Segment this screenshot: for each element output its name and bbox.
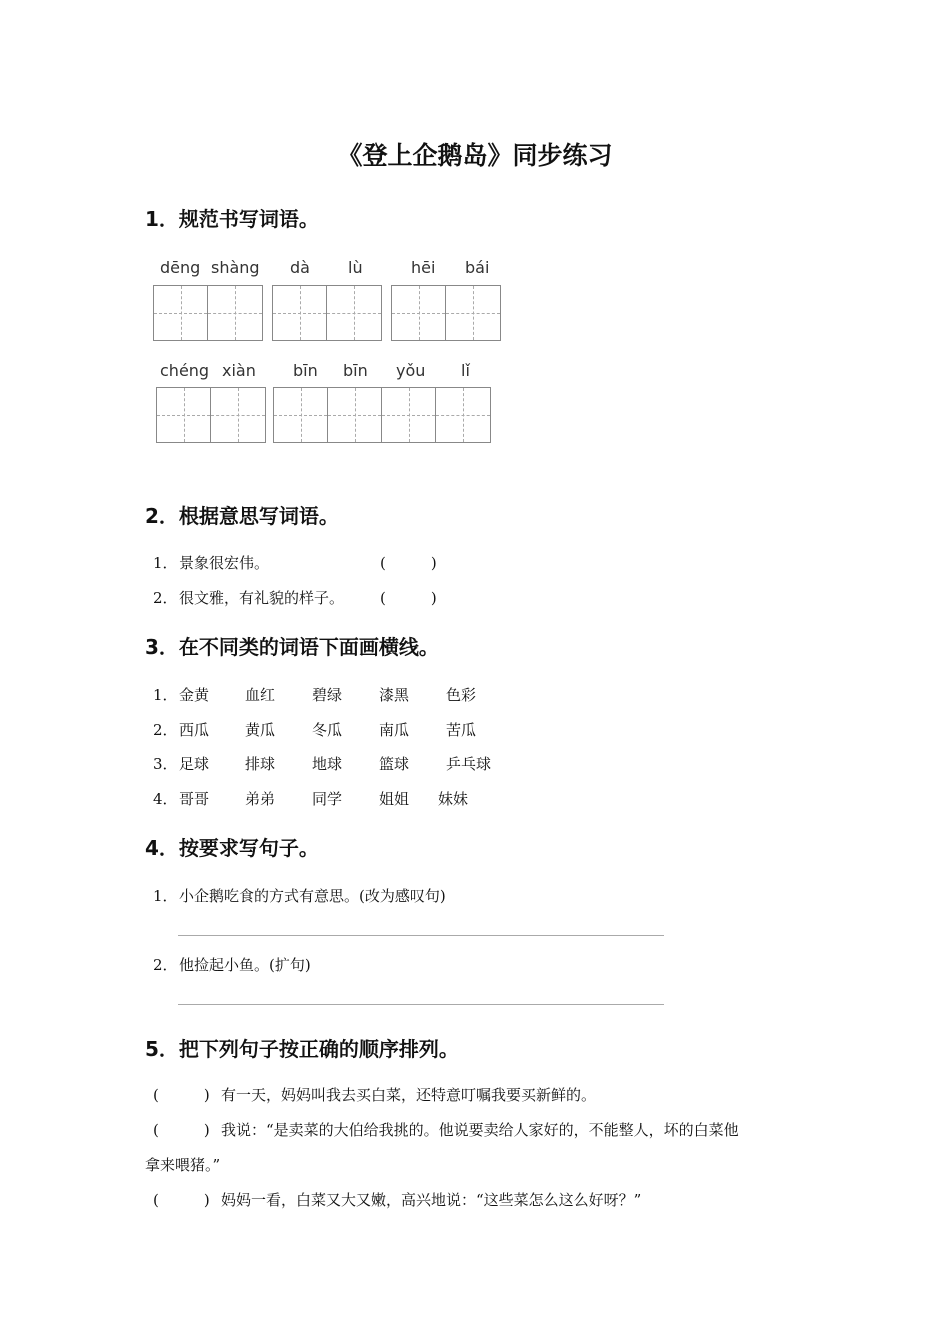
word: 排球 bbox=[245, 755, 276, 773]
writing-grid[interactable] bbox=[272, 285, 382, 341]
section-5-heading: 5．把下列句子按正确的顺序排列。 bbox=[145, 1037, 459, 1061]
writing-grid[interactable] bbox=[391, 285, 501, 341]
word: 漆黑 bbox=[379, 686, 410, 704]
writing-grid[interactable] bbox=[273, 387, 491, 443]
pinyin: hēi bbox=[411, 258, 436, 277]
item-number: 2． bbox=[153, 721, 178, 739]
pinyin: lù bbox=[348, 258, 363, 277]
section-1-heading: 1．规范书写词语。 bbox=[145, 207, 319, 231]
sentence: 我说：“是卖菜的大伯给我挑的。他说要卖给人家好的，不能整人，坏的白菜他 bbox=[221, 1121, 739, 1139]
order-parens[interactable]: ( ) bbox=[153, 1086, 210, 1104]
writing-grid[interactable] bbox=[153, 285, 263, 341]
pinyin: xiàn bbox=[222, 361, 256, 380]
item-number: 1． bbox=[153, 554, 178, 572]
pinyin: bīn bbox=[343, 361, 368, 380]
word: 血红 bbox=[245, 686, 276, 704]
item-text: 他捡起小鱼。(扩句) bbox=[179, 956, 311, 974]
word: 地球 bbox=[312, 755, 343, 773]
word: 弟弟 bbox=[245, 790, 276, 808]
word: 哥哥 bbox=[179, 790, 210, 808]
pinyin: bīn bbox=[293, 361, 318, 380]
item-text: 小企鹅吃食的方式有意思。(改为感叹句) bbox=[179, 887, 446, 905]
word: 南瓜 bbox=[379, 721, 410, 739]
word: 足球 bbox=[179, 755, 210, 773]
word: 西瓜 bbox=[179, 721, 210, 739]
pinyin: lǐ bbox=[461, 361, 470, 380]
pinyin: yǒu bbox=[396, 361, 426, 380]
pinyin: dà bbox=[290, 258, 310, 277]
item-text: 景象很宏伟。 bbox=[179, 554, 270, 572]
pinyin: chéng bbox=[160, 361, 210, 380]
order-parens[interactable]: ( ) bbox=[153, 1121, 210, 1139]
section-2-heading: 2．根据意思写词语。 bbox=[145, 504, 339, 528]
sentence-continued: 拿来喂猪。” bbox=[145, 1156, 221, 1174]
sentence: 有一天，妈妈叫我去买白菜，还特意叮嘱我要买新鲜的。 bbox=[221, 1086, 597, 1104]
item-number: 3． bbox=[153, 755, 178, 773]
word: 色彩 bbox=[446, 686, 477, 704]
word: 乒乓球 bbox=[446, 755, 492, 773]
section-4-heading: 4．按要求写句子。 bbox=[145, 836, 319, 860]
item-number: 4． bbox=[153, 790, 178, 808]
writing-grid[interactable] bbox=[156, 387, 266, 443]
pinyin: bái bbox=[465, 258, 490, 277]
item-number: 1． bbox=[153, 686, 178, 704]
word: 姐姐 bbox=[379, 790, 410, 808]
item-text: 很文雅，有礼貌的样子。 bbox=[179, 589, 345, 607]
answer-line[interactable] bbox=[178, 1004, 664, 1005]
pinyin: shàng bbox=[211, 258, 260, 277]
pinyin: dēng bbox=[160, 258, 201, 277]
sentence: 妈妈一看，白菜又大又嫩，高兴地说：“这些菜怎么这么好呀？” bbox=[221, 1191, 642, 1209]
section-3-heading: 3．在不同类的词语下面画横线。 bbox=[145, 635, 439, 659]
answer-parens[interactable]: ( ) bbox=[380, 589, 437, 607]
word: 黄瓜 bbox=[245, 721, 276, 739]
answer-line[interactable] bbox=[178, 935, 664, 936]
word: 篮球 bbox=[379, 755, 410, 773]
item-number: 1． bbox=[153, 887, 178, 905]
answer-parens[interactable]: ( ) bbox=[380, 554, 437, 572]
word: 妹妹 bbox=[438, 790, 469, 808]
word: 金黄 bbox=[179, 686, 210, 704]
item-number: 2． bbox=[153, 956, 178, 974]
word: 同学 bbox=[312, 790, 343, 808]
word: 苦瓜 bbox=[446, 721, 477, 739]
word: 冬瓜 bbox=[312, 721, 343, 739]
page-title: 《登上企鹅岛》同步练习 bbox=[337, 141, 613, 170]
item-number: 2． bbox=[153, 589, 178, 607]
order-parens[interactable]: ( ) bbox=[153, 1191, 210, 1209]
word: 碧绿 bbox=[312, 686, 343, 704]
